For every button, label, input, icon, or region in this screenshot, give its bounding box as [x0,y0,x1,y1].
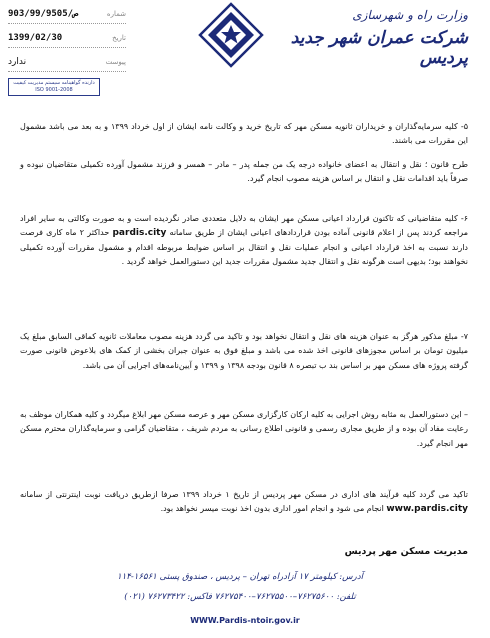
company-name: شرکت عمران شهر جدید پردیس [290,28,468,68]
footer-address: آدرس: کیلومتر ۱۷ آزادراه تهران – پردیس ، صندوق پستی ۱۶۵۶۱-۱۱۴ [116,572,364,582]
paragraph-6 [20,212,468,270]
letter-number: 903/ص/99/9505 [8,8,79,19]
iso-text: دارنده گواهینامه سیستم مدیریت کیفیت [13,80,95,86]
paragraph-instruction: – این دستورالعمل به مثابه روش اجرایی به کلیه ارکان کارگزاری مسکن مهر و عرصه مسکن مهر ابلاغ میگردد و کلیه همکاران موظف به رعایت مفاد آن بوده و از طریق مجاری رسمی و قانونی اطلاع رسانی به مردم شریف ، متقاضیان گرامی و سرمایه‌گذاران محترم مسکن مهر انجام گیرد. [20,410,468,448]
paragraph-6-start: ۶- کلیه متقاضیانی که تاکنون قرارداد اعیانی مسکن مهر ایشان به دلایل متعددی صادر نگردیده است و به صورت وکالتی به سایر افراد مراجعه کردند پس از اعلام قانونی آماده بودن قراردادهای اعیانی ایشان از طریق سامانه [20,214,468,238]
paragraph-7: ۷- مبلغ مذکور هرگز به عنوان هزینه های نقل و انتقال نخواهد بود و تاکید می گردد هزینه مصوب معاملات ثانویه کماقی السابق مبلغ یک میلیون تومان بر اساس مجوزهای قانونی اخذ شده می باشد و مبلغ فوق به عنوان جبران بخشی از کمک های بلاعوض قانونی صورت گرفته پروژه های مسکن مهر بر اساس بند ب تبصره ۸ قانون بودجه ۱۳۹۸ و ۱۳۹۹ و آیین‌نامه‌های اجرایی آن می باشد. [20,332,468,370]
company-logo-icon [196,2,266,68]
letter-date-row [8,28,126,48]
letter-attachment-row [8,52,126,72]
letter-date: 1399/02/30 [8,32,63,43]
letter-date-label: تاریخ [112,33,126,42]
iso-certificate-badge [8,78,100,96]
paragraph-5: ۵- کلیه سرمایه‌گذاران و خریداران ثانویه مسکن مهر که تاریخ خرید و وکالت نامه ایشان از اول خرداد ۱۳۹۹ و به بعد می باشد مشمول این مقررات می باشند. [20,122,468,146]
website-link[interactable]: pardis.city [112,228,167,239]
letter-meta [8,4,126,76]
website-link-www[interactable]: www.pardis.city [386,504,468,515]
paragraph-6-end: حداکثر ۲ ماه کاری فرصت دارند نسبت به اخذ قرارداد اعیانی و انجام عملیات نقل و انتقال بر اساس ضوابط مربوطه اقدام و مشمول مقررات آورده تکمیلی نخواهند بود؛ بدیهی است هرگونه نقل و انتقال جدید مشمول مقررات جدید این دستورالعمل خواهد گردید . [20,228,468,267]
iso-standard: ISO 9001-2008 [35,87,73,93]
letter-number-label: شماره [106,9,126,18]
ministry-name: وزارت راه و شهرسازی [352,8,468,22]
signature: مدیریت مسکن مهر پردیس [344,546,468,557]
footer-phone: تلفن: ۷۶۲۷۵۶۰۰–۷۶۲۷۵۵۰۰–۷۶۲۷۵۴۰۰ فاکس: ۷۶۲۷۳۴۲۲ (۰۲۱) [124,592,356,602]
paragraph-emphasis-end: انجام می شود و انجام امور اداری بدون اخذ نوبت میسر نخواهد بود. [160,504,387,514]
paragraph-emphasis-start: تاکید می گردد کلیه فرآیند های اداری در مسکن مهر پردیس از تاریخ ۱ خرداد ۱۳۹۹ صرفا ازطریق دریافت نوبت اینترنتی از سامانه [20,490,468,499]
paragraph-note: طرح قانون ؛ نقل و انتقال به اعضای خانواده درجه یک من جمله پدر – مادر – همسر و فرزند مشمول آورده تکمیلی متقاضیان نبوده و صرفاً باید اقدامات نقل و انتقال بر اساس هزینه مصوب انجام گیرد. [20,160,468,184]
footer-website[interactable]: WWW.Pardis-ntoir.gov.ir [190,616,300,625]
letter-number-row [8,4,126,24]
paragraph-emphasis [20,488,468,517]
letter-attachment-label: پیوست [105,57,126,66]
letter-attachment: ندارد [8,56,27,67]
letter-footer [0,572,490,638]
company-header [258,8,468,68]
